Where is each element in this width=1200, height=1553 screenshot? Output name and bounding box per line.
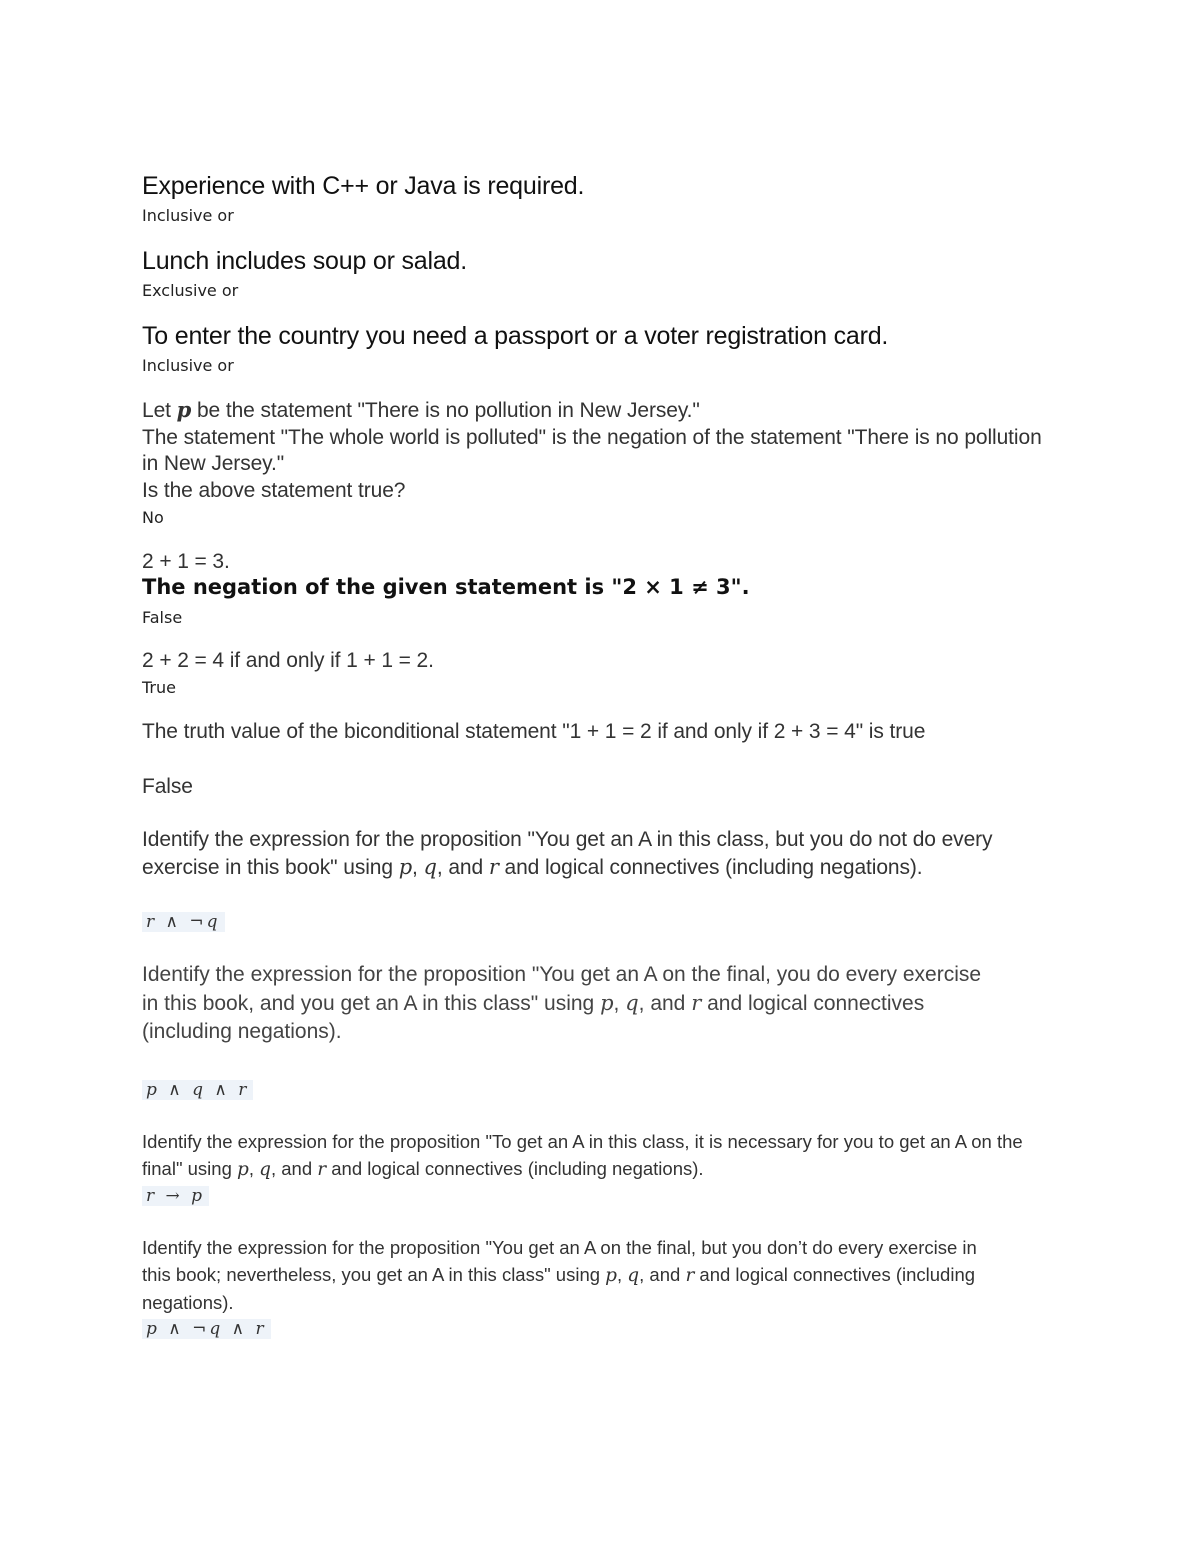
answer-7: False [142,775,193,798]
question-9: Identify the expression for the proposition "You get an A on the final, you do every exercise in this book, and you get an A in this class" using p, q, and r and logical connectives (including negations). [142,963,982,1043]
question-4-let-line: Let p be the statement "There is no pollution in New Jersey." [142,397,700,422]
question-6: 2 + 2 = 4 if and only if 1 + 1 = 2. [142,649,434,672]
question-11: Identify the expression for the proposition "You get an A on the final, but you don’t do every exercise in this book; nevertheless, you get an A in this class" using p, q, and r and logical connectives (including negations). [142,1237,977,1313]
answer-2: Exclusive or [142,281,239,300]
question-10: Identify the expression for the proposition "To get an A in this class, it is necessary for you to get an A on the final" using p, q, and r and logical connectives (including negations). [142,1131,1023,1180]
answer-8-expression: r ∧ ¬q [142,912,225,932]
question-4 [142,397,1052,504]
answer-6: True [142,678,176,697]
answer-5: False [142,608,183,627]
question-2: Lunch includes soup or salad. [142,247,467,275]
answer-3: Inclusive or [142,356,234,375]
question-7: The truth value of the biconditional statement "1 + 1 = 2 if and only if 2 + 3 = 4" is true [142,720,926,743]
question-8: Identify the expression for the proposition "You get an A in this class, but you do not do every exercise in this book" using p, q, and r and logical connectives (including negations). [142,828,993,879]
question-5-negation: The negation of the given statement is "2 × 1 ≠ 3". [142,575,750,599]
question-4-question: Is the above statement true? [142,478,406,502]
question-5: 2 + 1 = 3. [142,550,230,573]
answer-4: No [142,508,164,527]
answer-11-expression: p ∧ ¬q ∧ r [142,1319,271,1339]
answer-1: Inclusive or [142,206,234,225]
question-3: To enter the country you need a passport or a voter registration card. [142,322,889,350]
answer-9-expression: p ∧ q ∧ r [142,1080,253,1100]
question-1: Experience with C++ or Java is required. [142,172,585,200]
variable-p: p [176,397,192,422]
question-4-statement: The statement "The whole world is polluted" is the negation of the statement "There is no pollution in New Jersey." [142,425,1042,475]
answer-10-expression: r → p [142,1186,209,1206]
